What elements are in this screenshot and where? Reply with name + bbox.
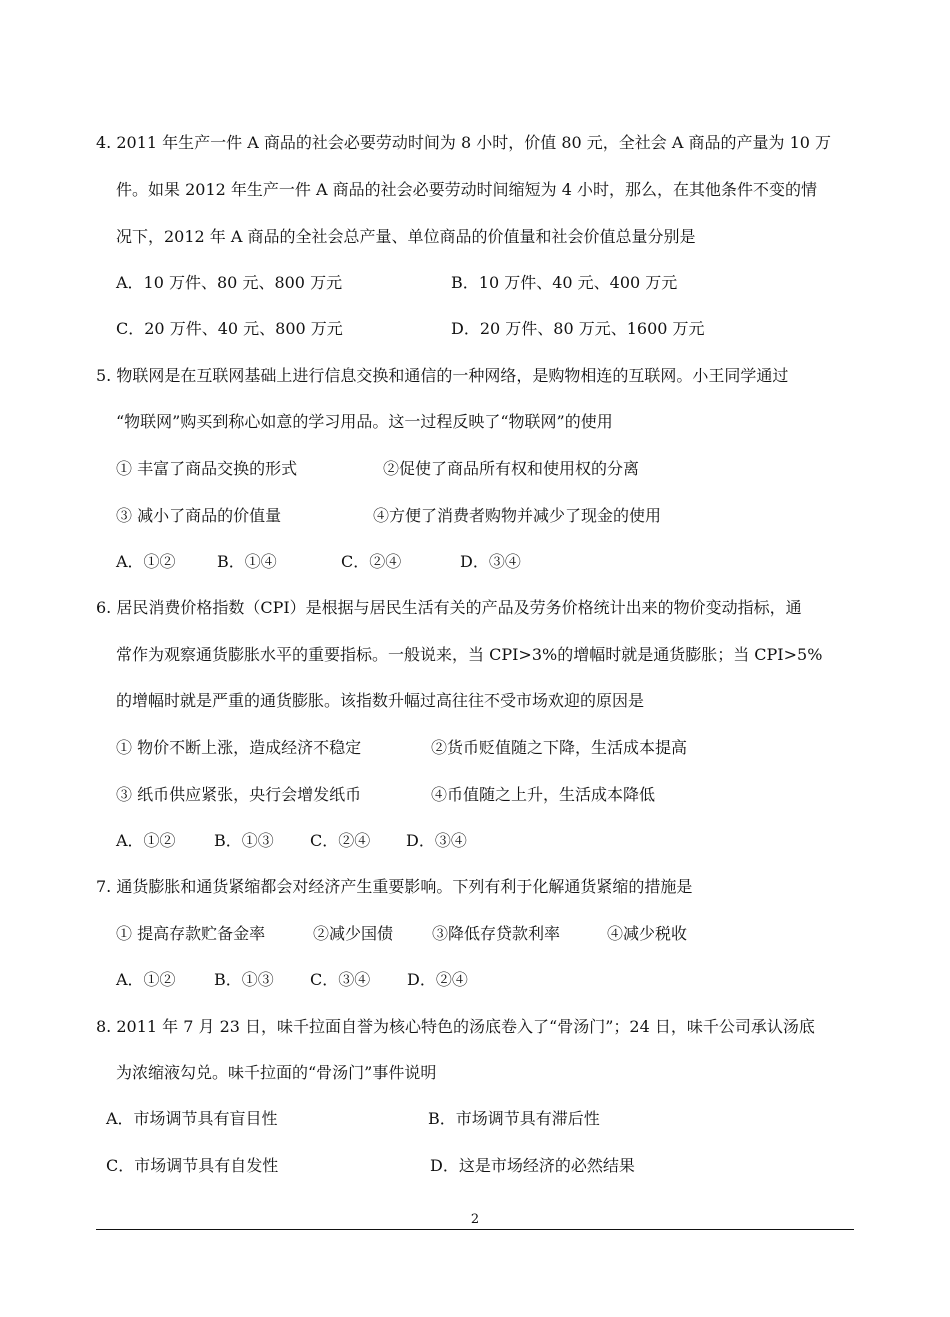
q8-option-d: D．这是市场经济的必然结果 xyxy=(430,1156,635,1175)
q6-item-2: ②货币贬值随之下降，生活成本提高 xyxy=(431,738,688,757)
q6-item-3: ③ 纸币供应紧张，央行会增发纸币 xyxy=(116,785,362,804)
q8-stem-line-1: 8. 2011 年 7 月 23 日，味千拉面自誉为核心特色的汤底卷入了“骨汤门”；24 日，味千公司承认汤底 xyxy=(96,1017,815,1036)
q5-item-4: ④方便了消费者购物并减少了现金的使用 xyxy=(373,506,662,525)
q4-option-c: C．20 万件、40 元、800 万元 xyxy=(116,319,343,338)
q7-item-4: ④减少税收 xyxy=(607,924,688,943)
q4-stem-line-2: 件。如果 2012 年生产一件 A 商品的社会必要劳动时间缩短为 4 小时，那么，在其他条件不变的情 xyxy=(116,180,817,199)
q5-item-1: ① 丰富了商品交换的形式 xyxy=(116,459,298,478)
q7-stem-line-1: 7. 通货膨胀和通货紧缩都会对经济产生重要影响。下列有利于化解通货紧缩的措施是 xyxy=(96,877,693,896)
q8-option-c: C．市场调节具有自发性 xyxy=(106,1156,279,1175)
q7-option-a: A．①② xyxy=(116,970,176,989)
q4-stem-line-3: 况下，2012 年 A 商品的全社会总产量、单位商品的价值量和社会价值总量分别是 xyxy=(116,227,696,246)
q6-option-b: B．①③ xyxy=(214,831,274,850)
q4-option-b: B．10 万件、40 元、400 万元 xyxy=(451,273,678,292)
q8-option-b: B．市场调节具有滞后性 xyxy=(428,1109,600,1128)
q7-option-d: D．②④ xyxy=(407,970,468,989)
q7-option-b: B．①③ xyxy=(214,970,274,989)
footer-divider xyxy=(96,1229,854,1230)
q6-item-4: ④币值随之上升，生活成本降低 xyxy=(431,785,656,804)
q7-option-c: C．③④ xyxy=(310,970,371,989)
q5-option-b: B．①④ xyxy=(217,552,277,571)
q5-option-c: C．②④ xyxy=(341,552,402,571)
q8-option-a: A．市场调节具有盲目性 xyxy=(106,1109,278,1128)
q6-option-a: A．①② xyxy=(116,831,176,850)
q5-option-a: A．①② xyxy=(116,552,176,571)
q6-option-d: D．③④ xyxy=(406,831,467,850)
q7-item-2: ②减少国债 xyxy=(313,924,394,943)
q4-option-a: A．10 万件、80 元、800 万元 xyxy=(116,273,343,292)
q6-stem-line-3: 的增幅时就是严重的通货膨胀。该指数升幅过高往往不受市场欢迎的原因是 xyxy=(116,691,645,710)
q8-stem-line-2: 为浓缩液勾兑。味千拉面的“骨汤门”事件说明 xyxy=(116,1063,437,1082)
q6-option-c: C．②④ xyxy=(310,831,371,850)
q7-item-3: ③降低存贷款利率 xyxy=(432,924,561,943)
q6-stem-line-1: 6. 居民消费价格指数（CPI）是根据与居民生活有关的产品及劳务价格统计出来的物价变动指标，通 xyxy=(96,598,802,617)
q5-item-3: ③ 减小了商品的价值量 xyxy=(116,506,282,525)
q5-item-2: ②促使了商品所有权和使用权的分离 xyxy=(383,459,640,478)
q4-stem-line-1: 4. 2011 年生产一件 A 商品的社会必要劳动时间为 8 小时，价值 80 元，全社会 A 商品的产量为 10 万 xyxy=(96,133,832,152)
q5-stem-line-1: 5. 物联网是在互联网基础上进行信息交换和通信的一种网络，是购物相连的互联网。小王同学通过 xyxy=(96,366,789,385)
q6-stem-line-2: 常作为观察通货膨胀水平的重要指标。一般说来，当 CPI>3%的增幅时就是通货膨胀；当 CPI>5% xyxy=(116,645,823,664)
q6-item-1: ① 物价不断上涨，造成经济不稳定 xyxy=(116,738,362,757)
page-number: 2 xyxy=(470,1212,480,1227)
q4-option-d: D．20 万件、80 万元、1600 万元 xyxy=(451,319,705,338)
q7-item-1: ① 提高存款贮备金率 xyxy=(116,924,266,943)
q5-stem-line-2: “物联网”购买到称心如意的学习用品。这一过程反映了“物联网”的使用 xyxy=(116,412,613,431)
q5-option-d: D．③④ xyxy=(460,552,521,571)
